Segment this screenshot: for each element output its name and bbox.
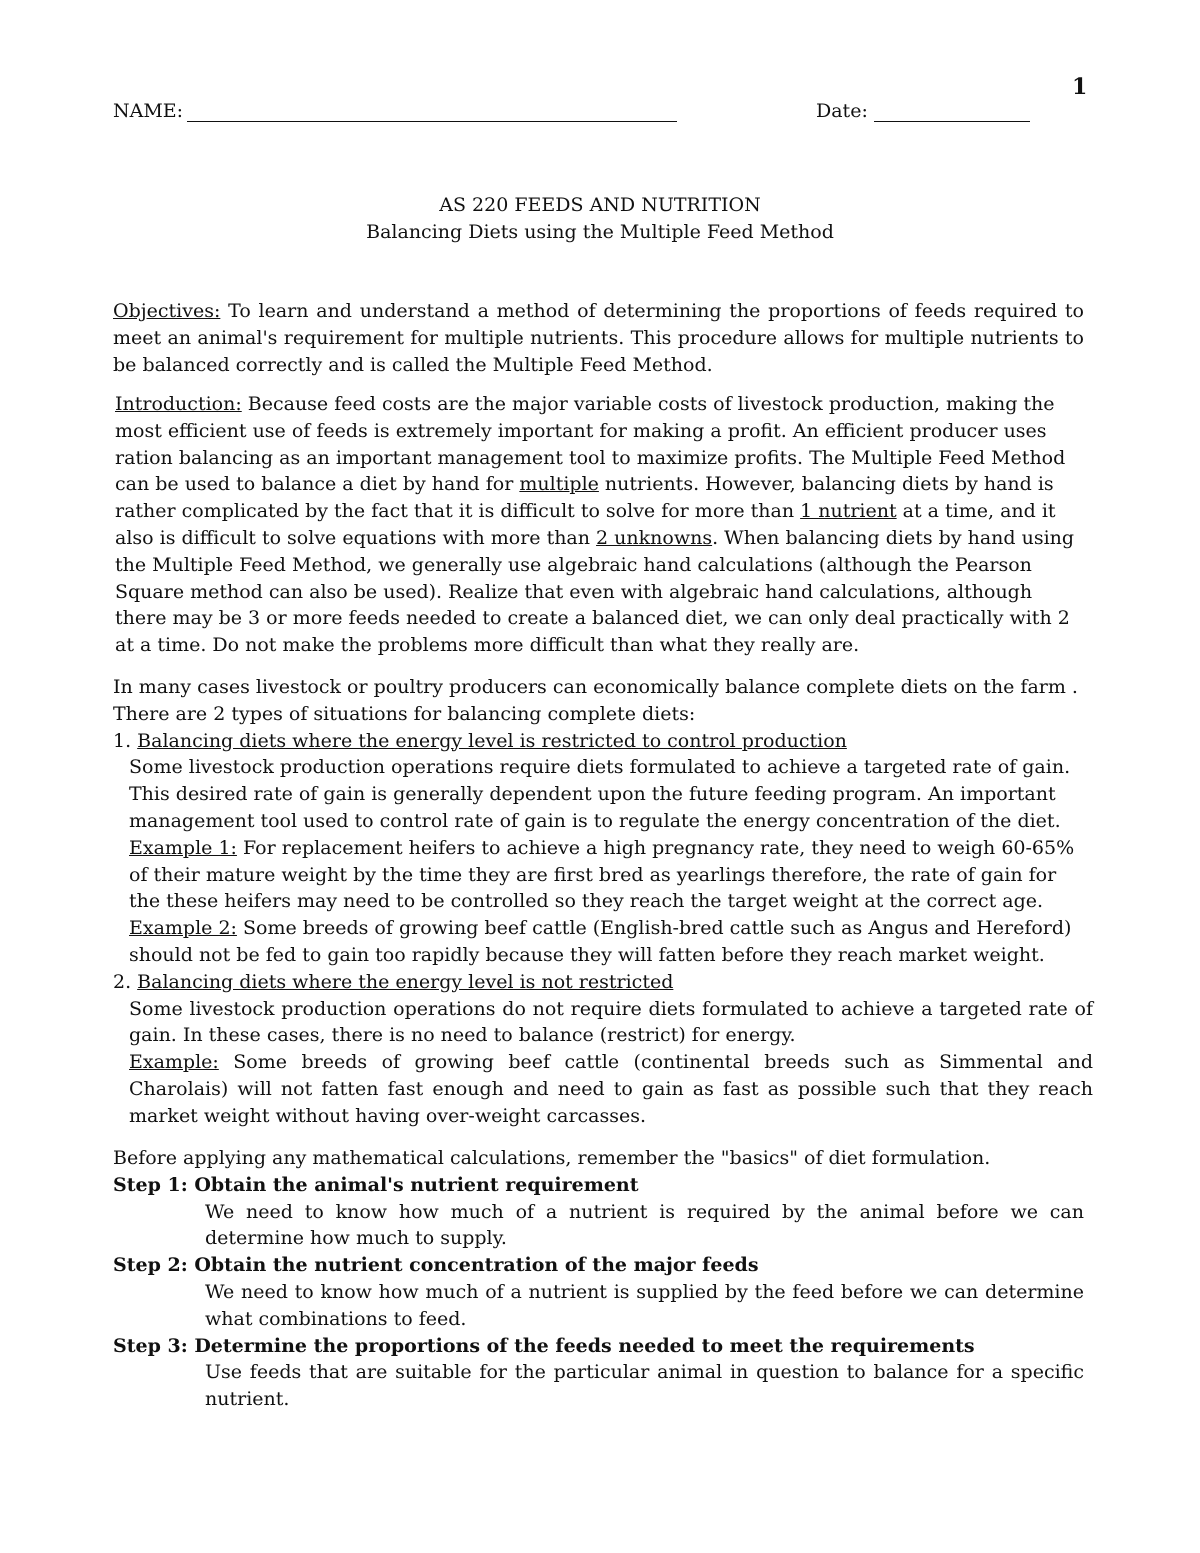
course-title: AS 220 FEEDS AND NUTRITION	[439, 194, 761, 216]
objectives-label: Objectives:	[113, 300, 221, 322]
situation-1-heading: 1. Balancing diets where the energy level is restricted to control production	[113, 729, 847, 752]
situation-1-example-2: Example 2: Some breeds of growing beef cattle (English-bred cattle such as Angus and Hereford) should not be fed to gain too rapidly because they will fatten before they reach market weight.	[129, 917, 1072, 966]
introduction-text-3: at a time, and it also is difficult to solve equations with more than	[115, 500, 1056, 549]
steps-section	[113, 1145, 1084, 1413]
introduction-text-2: nutrients. However, balancing diets by hand is rather complicated by the fact that it is difficult to solve for more than	[115, 473, 1054, 523]
page-number: 1	[1072, 74, 1088, 100]
introduction-text-4: . When balancing diets by hand using the Multiple Feed Method, we generally use algebraic hand calculations (although the Pearson Square method can also be used). Realize that even with algebraic hand calculations, although there may be 3 or more feeds needed to create a balanced diet, we can only deal practically with 2 at a time. Do not make the problems more difficult than what they really are.	[115, 526, 1075, 657]
objectives-text: To learn and understand a method of determining the proportions of feeds required to meet an animal's requirement for multiple nutrients. This procedure allows for multiple nutrients to be balanced correctly and is called the Multiple Feed Method.	[113, 300, 1084, 376]
step-1-text: We need to know how much of a nutrient is required by the animal before we can determine how much to supply.	[205, 1200, 1084, 1250]
basics-intro: Before applying any mathematical calculations, remember the "basics" of diet formulation.	[113, 1147, 991, 1169]
name-date-header	[113, 100, 1033, 130]
step-2-text: We need to know how much of a nutrient is supplied by the feed before we can determine what combinations to feed.	[205, 1280, 1084, 1330]
name-label: NAME:	[113, 100, 184, 122]
situation-1-example-1: Example 1: For replacement heifers to achieve a high pregnancy rate, they need to weigh 60-65% of their mature weight by the time they are first bred as yearlings therefore, the rate of gain for the these heifers may need to be controlled so they reach the target weight at the correct age.	[129, 836, 1075, 913]
emphasis-two-unknowns: 2 unknowns	[596, 526, 713, 549]
emphasis-one-nutrient: 1 nutrient	[800, 500, 897, 523]
objectives-paragraph	[113, 298, 1084, 378]
emphasis-multiple: multiple	[519, 473, 599, 496]
step-3-heading: Step 3: Determine the proportions of the feeds needed to meet the requirements	[113, 1334, 975, 1357]
introduction-label: Introduction:	[115, 393, 242, 415]
step-3-text: Use feeds that are suitable for the particular animal in question to balance for a specific nutrient.	[205, 1361, 1084, 1411]
date-label: Date:	[816, 100, 868, 122]
situation-2-text: Some livestock production operations do not require diets formulated to achieve a targeted rate of gain. In these cases, there is no need to balance (restrict) for energy.	[129, 997, 1093, 1047]
situations-intro: In many cases livestock or poultry producers can economically balance complete diets on the farm . There are 2 types of situations for balancing complete diets:	[113, 676, 1078, 725]
introduction-paragraph	[115, 391, 1077, 659]
situation-2-example: Example: Some breeds of growing beef cattle (continental breeds such as Simmental and Charolais) will not fatten fast enough and need to gain as fast as possible such that they reach market weight without having over-weight carcasses.	[129, 1051, 1093, 1127]
situation-2-heading: 2. Balancing diets where the energy level is not restricted	[113, 970, 674, 993]
step-2-heading: Step 2: Obtain the nutrient concentration of the major feeds	[113, 1254, 759, 1277]
date-blank-line	[874, 121, 1030, 122]
situation-1-text: Some livestock production operations require diets formulated to achieve a targeted rate of gain. This desired rate of gain is generally dependent upon the future feeding program. An important management tool used to control rate of gain is to regulate the energy concentration of the diet.	[129, 756, 1071, 832]
introduction-text-1: Because feed costs are the major variable costs of livestock production, making the most efficient use of feeds is extremely important for making a profit. An efficient producer uses ration balancing as an important management tool to maximize profits. The Multiple Feed Method can be used to balance a diet by hand for	[115, 393, 1066, 496]
step-1-heading: Step 1: Obtain the animal's nutrient requirement	[113, 1173, 639, 1196]
document-subtitle: Balancing Diets using the Multiple Feed Method	[366, 221, 834, 243]
situations-section	[113, 674, 1093, 1130]
name-blank-line	[187, 121, 677, 122]
